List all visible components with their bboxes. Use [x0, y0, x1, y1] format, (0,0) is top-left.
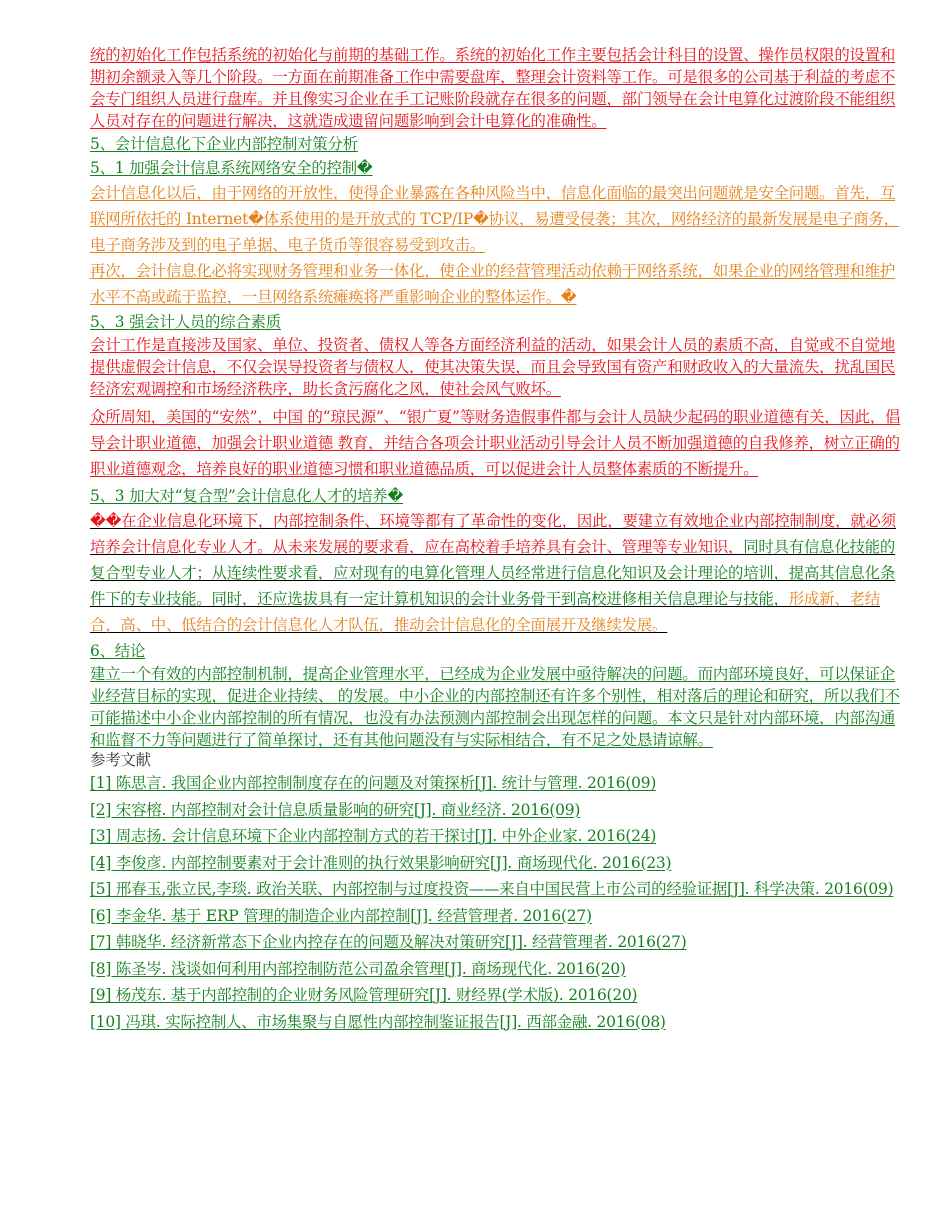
document-page — [90, 44, 908, 1035]
section-5-1-paragraph-2: 再次，会计信息化必将实现财务管理和业务一体化，使企业的经营管理活动依赖于网络系统，如果企业的网络管理和维护水平不高或疏于监控，一旦网络系统瘫痪将严重影响企业的整体运作。� — [90, 262, 896, 306]
section-5-3-quality-heading: 5、3 强会计人员的综合素质 — [90, 313, 281, 331]
section-5-3-talent-paragraph — [90, 508, 908, 638]
section-6-heading: 6、结论 — [90, 642, 146, 660]
intro-paragraph: 统的初始化工作包括系统的初始化与前期的基础工作。系统的初始化工作主要包括会计科目的设置、操作员权限的设置和期初余额录入等几个阶段。一方面在前期准备工作中需要盘库，整理会计资料等工作。可是很多的公司基于利益的考虑不会专门组织人员进行盘库。并且像实习企业在手工记账阶段就存在很多的问题，部门领导在会计电算化过渡阶段不能组织人员对存在的问题进行解决，这就造成遗留问题影响到会计电算化的准确性。 — [90, 46, 896, 130]
talent-paragraph-red-part: ��在企业信息化环境下，内部控制条件、环境等都有了革命性的变化，因此，要建立有效地企业内部控制制度，就必须培养会计信息化专业人才。从未来发展的要求看，应在高校着手培养具有会计、管理等专业知识， — [90, 512, 896, 556]
talent-paragraph-orange-part: 形成新、老结合，高、中、低结合的会计信息化人才队伍，推动会计信息化的全面展开及继续发展。 — [90, 590, 880, 634]
section-5-1-heading: 5、1 加强会计信息系统网络安全的控制� — [90, 159, 373, 177]
section-5-1-paragraph-1: 会计信息化以后，由于网络的开放性，使得企业暴露在各种风险当中，信息化面临的最突出问题就是安全问题。首先，互联网所依托的 Internet�体系使用的是开放式的 TCP/IP�协议，易遭受侵袭；其次，网络经济的最新发展是电子商务，电子商务涉及到的电子单据、电子货币等很容易受到攻击。 — [90, 184, 899, 254]
conclusion-paragraph: 建立一个有效的内部控制机制，提高企业管理水平，已经成为企业发展中亟待解决的问题。而内部环境良好，可以保证企业经营目标的实现，促进企业持续、 的发展。中小企业的内部控制还有许多个别性，相对落后的理论和研究，所以我们不可能描述中小企业内部控制的所有情况，也没有办法预测内部控制会出现怎样的问题。本文只是针对内部环境，内部沟通和监督不力等问题进行了简单探讨，还有其他问题没有与实际相结合，有不足之处恳请谅解。 — [90, 665, 900, 749]
references-heading: 参考文献 — [90, 751, 151, 769]
reference-item: [6] 李金华. 基于 ERP 管理的制造企业内部控制[J]. 经营管理者. 2016(27) — [90, 906, 592, 925]
reference-item: [1] 陈思言. 我国企业内部控制制度存在的问题及对策探析[J]. 统计与管理. 2016(09) — [90, 774, 657, 792]
section-5-heading: 5、会计信息化下企业内部控制对策分析 — [90, 135, 358, 153]
section-5-3-quality-paragraph-2: 众所周知，美国的“安然”，中国 的“琼民源”、“银广夏”等财务造假事件都与会计人员缺少起码的职业道德有关，因此，倡导会计职业道德，加强会计职业道德 教育，并结合各项会计职业活动引导会计人员不断加强道德的自我修养，树立正确的职业道德观念，培养良好的职业道德习惯和职业道德品质，可以促进会计人员整体素质的不断提升。 — [90, 408, 901, 478]
reference-item: [7] 韩晓华. 经济新常态下企业内控存在的问题及解决对策研究[J]. 经营管理者. 2016(27) — [90, 933, 687, 951]
reference-item: [10] 冯琪. 实际控制人、市场集聚与自愿性内部控制鉴证报告[J]. 西部金融. 2016(08) — [90, 1012, 666, 1031]
reference-item: [5] 邢春玉,张立民,李琰. 政治关联、内部控制与过度投资——来自中国民营上市公司的经验证据[J]. 科学决策. 2016(09) — [90, 880, 894, 898]
section-5-3-talent-heading: 5、3 加大对“复合型”会计信息化人才的培养� — [90, 487, 404, 505]
references-list — [90, 770, 908, 1035]
reference-item: [2] 宋容榕. 内部控制对会计信息质量影响的研究[J]. 商业经济. 2016(09) — [90, 800, 581, 819]
talent-paragraph-green-part: 同时具有信息化技能的复合型专业人才；从连续性要求看，应对现有的电算化管理人员经常进行信息化知识及会计理论的培训，提高其信息化条件下的专业技能。同时，还应选拔具有一定计算机知识的会计业务骨干到高校进修相关信息理论与技能， — [90, 538, 896, 608]
section-5-3-quality-paragraph-1: 会计工作是直接涉及国家、单位、投资者、债权人等各方面经济利益的活动，如果会计人员的素质不高，自觉或不自觉地提供虚假会计信息，不仅会误导投资者与债权人，使其决策失误，而且会导致国有资产和财政收入的大量流失，扰乱国民经济宏观调控和市场经济秩序，助长贪污腐化之风，使社会风气败坏。 — [90, 336, 896, 398]
reference-item: [4] 李俊彦. 内部控制要素对于会计准则的执行效果影响研究[J]. 商场现代化. 2016(23) — [90, 853, 672, 872]
reference-item: [8] 陈圣岑. 浅谈如何利用内部控制防范公司盈余管理[J]. 商场现代化. 2016(20) — [90, 959, 626, 978]
reference-item: [3] 周志扬. 会计信息环境下企业内部控制方式的若干探讨[J]. 中外企业家. 2016(24) — [90, 827, 657, 845]
reference-item: [9] 杨茂东. 基于内部控制的企业财务风险管理研究[J]. 财经界(学术版). 2016(20) — [90, 986, 638, 1004]
